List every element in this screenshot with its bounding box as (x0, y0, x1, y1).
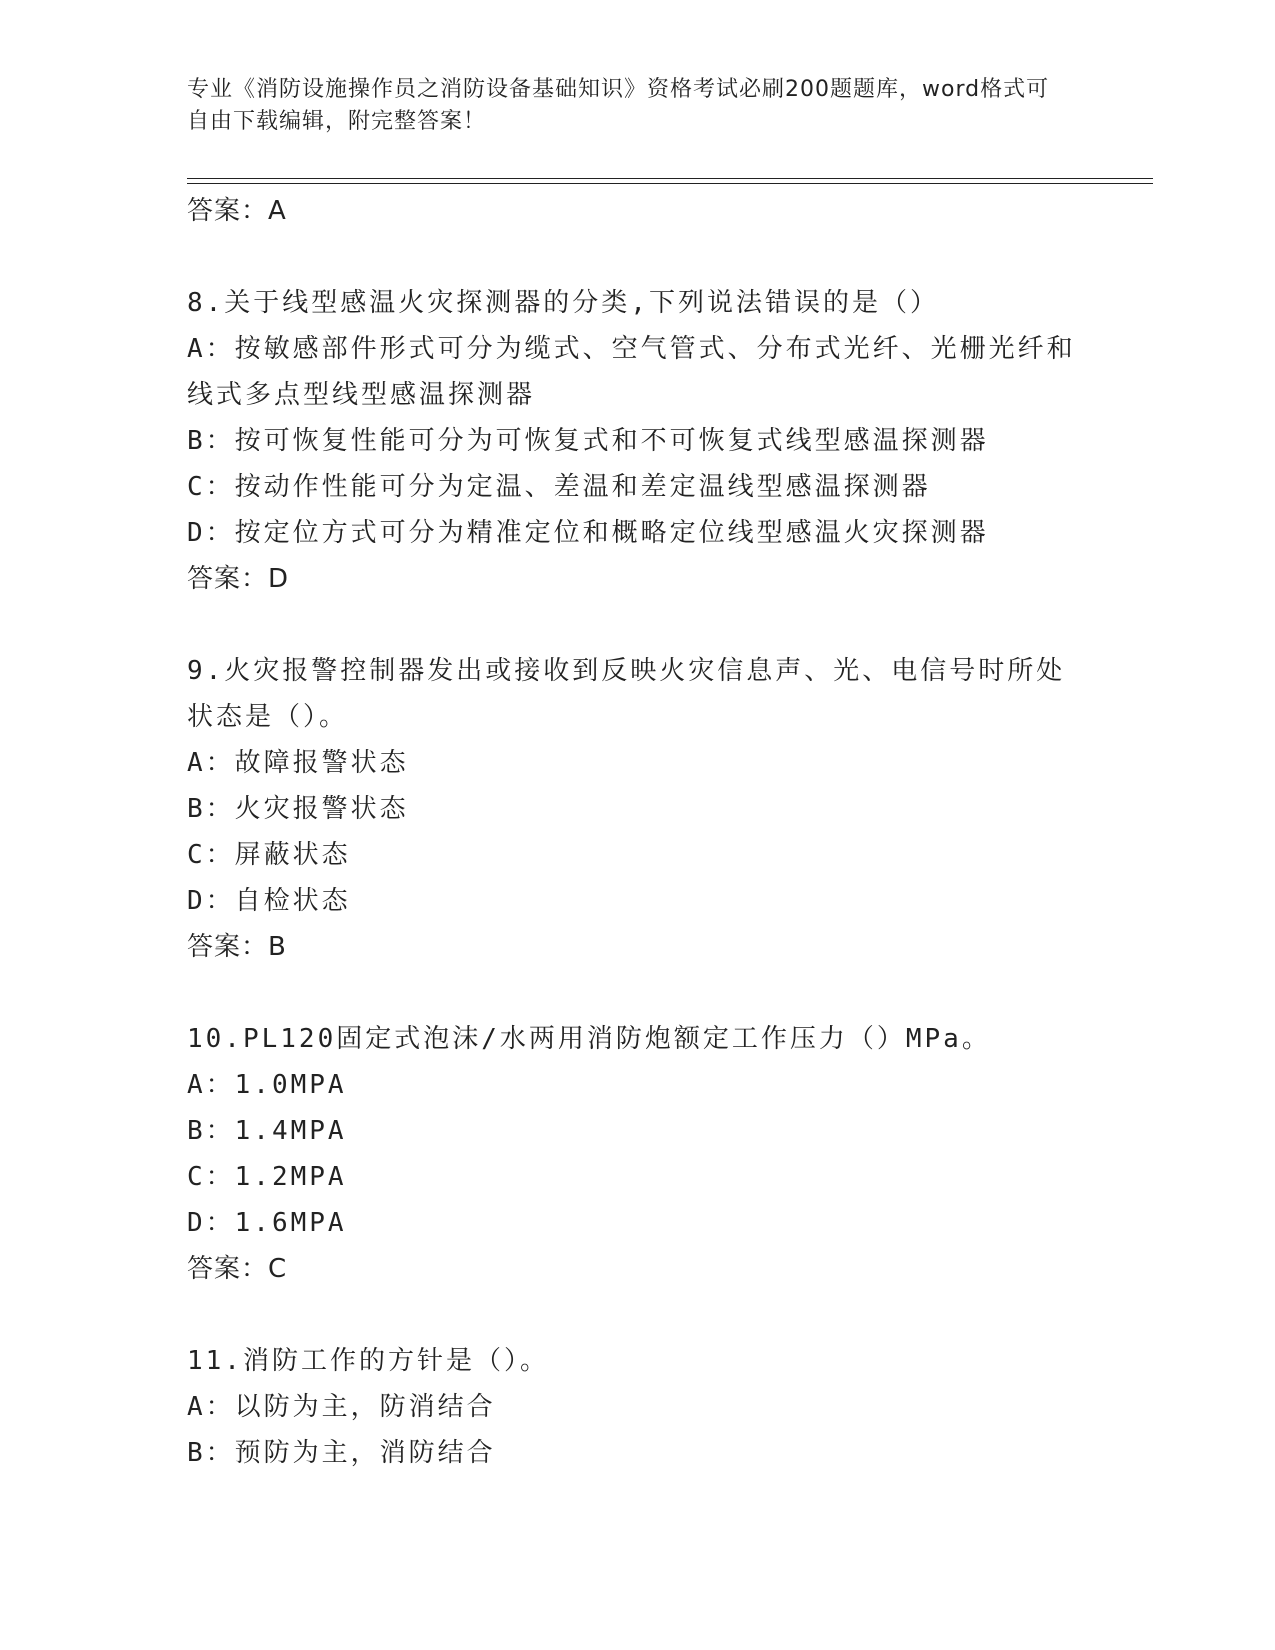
option-b: B：火灾报警状态 (187, 794, 409, 824)
question-stem: 10.PL120固定式泡沫/水两用消防炮额定工作压力（）MPa。 (187, 1024, 991, 1054)
question-stem: 9.火灾报警控制器发出或接收到反映火灾信息声、光、电信号时所处 (187, 656, 1066, 686)
answer-line: 答案：D (187, 564, 290, 594)
option-a: A：故障报警状态 (187, 748, 409, 778)
answer-line: 答案：B (187, 932, 287, 962)
header-divider-top (187, 178, 1153, 179)
question-stem-continued: 状态是（）。 (187, 702, 349, 732)
question-stem: 11.消防工作的方针是（）。 (187, 1346, 549, 1376)
option-b: B：1.4MPA (187, 1116, 347, 1146)
question-list (187, 188, 1087, 1476)
option-d: D：1.6MPA (187, 1208, 347, 1238)
question-stem: 8.关于线型感温火灾探测器的分类,下列说法错误的是（） (187, 288, 939, 318)
option-d: D：自检状态 (187, 886, 351, 916)
option-a: A：1.0MPA (187, 1070, 347, 1100)
spacer (187, 1292, 1087, 1338)
spacer (187, 234, 1087, 280)
document-header: 专业《消防设施操作员之消防设备基础知识》资格考试必刷200题题库，word格式可自由下载编辑，附完整答案！ (187, 77, 1050, 134)
header-divider-bottom (187, 183, 1153, 184)
option-b: B：预防为主，消防结合 (187, 1438, 496, 1468)
option-a: A：按敏感部件形式可分为缆式、空气管式、分布式光纤、光栅光纤和 (187, 334, 1076, 364)
spacer (187, 602, 1087, 648)
answer-line: 答案：A (187, 196, 287, 226)
option-c: C：屏蔽状态 (187, 840, 351, 870)
option-c: C：按动作性能可分为定温、差温和差定温线型感温探测器 (187, 472, 931, 502)
answer-line: 答案：C (187, 1254, 288, 1284)
option-a: A：以防为主，防消结合 (187, 1392, 496, 1422)
option-b: B：按可恢复性能可分为可恢复式和不可恢复式线型感温探测器 (187, 426, 989, 456)
option-a-continued: 线式多点型线型感温探测器 (187, 380, 536, 410)
option-c: C：1.2MPA (187, 1162, 347, 1192)
spacer (187, 970, 1087, 1016)
option-d: D：按定位方式可分为精准定位和概略定位线型感温火灾探测器 (187, 518, 989, 548)
